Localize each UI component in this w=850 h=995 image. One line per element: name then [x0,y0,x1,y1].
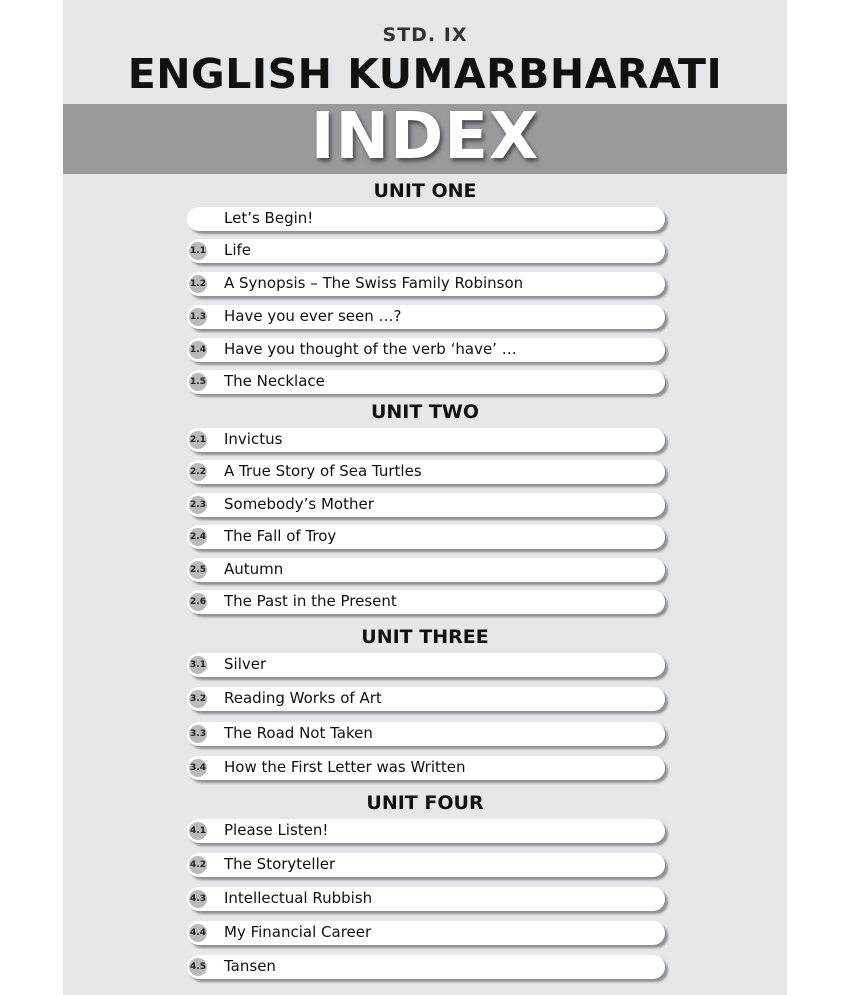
toc-item[interactable] [187,525,665,549]
standard-label: STD. IX [382,24,468,46]
toc-item[interactable] [187,305,665,329]
unit-heading: UNIT TWO [370,401,480,423]
lesson-number-badge: 2.3 [189,496,207,514]
toc-item-title: Silver [224,655,267,673]
lesson-number-badge: 4.3 [189,890,207,908]
toc-item-title: Let’s Begin! [224,209,314,227]
unit-heading: UNIT THREE [361,626,489,648]
toc-item[interactable] [187,921,665,945]
toc-item-title: The Road Not Taken [224,724,373,742]
lesson-number-badge: 4.5 [189,958,207,976]
toc-item[interactable] [187,272,665,296]
lesson-number-badge: 1.2 [189,275,207,293]
toc-item-title: A True Story of Sea Turtles [224,462,422,480]
toc-item[interactable] [187,722,665,746]
lesson-number-badge: 1.1 [189,242,207,260]
lesson-number-badge: 2.5 [189,561,207,579]
toc-item[interactable] [187,558,665,582]
lesson-number-badge: 1.5 [189,373,207,391]
toc-item[interactable] [187,460,665,484]
toc-item-title: My Financial Career [224,923,372,941]
toc-item-title: The Fall of Troy [224,527,337,545]
toc-item-title: The Storyteller [224,855,336,873]
lesson-number-badge: 1.3 [189,308,207,326]
book-title: ENGLISH KUMARBHARATI [127,50,723,98]
toc-item-title: Somebody’s Mother [224,495,374,513]
lesson-number-badge: 2.4 [189,528,207,546]
lesson-number-badge: 2.1 [189,431,207,449]
toc-item-title: Autumn [224,560,284,578]
toc-item[interactable] [187,853,665,877]
lesson-number-badge: 4.4 [189,924,207,942]
lesson-number-badge: 4.2 [189,856,207,874]
toc-item[interactable] [187,370,665,394]
toc-item-title: How the First Letter was Written [224,758,466,776]
index-heading: INDEX [310,100,540,174]
toc-item-title: A Synopsis – The Swiss Family Robinson [224,274,524,292]
toc-item[interactable] [187,819,665,843]
toc-item[interactable] [187,653,665,677]
lesson-number-badge: 3.2 [189,690,207,708]
unit-heading: UNIT ONE [373,180,477,202]
toc-item-title: Reading Works of Art [224,689,382,707]
lesson-number-badge: 2.2 [189,463,207,481]
toc-item[interactable] [187,590,665,614]
toc-item-title: Intellectual Rubbish [224,889,373,907]
toc-item[interactable] [187,239,665,263]
lesson-number-badge: 3.1 [189,656,207,674]
toc-item-title: Have you thought of the verb ‘have’ … [224,340,517,358]
toc-item[interactable] [187,687,665,711]
toc-item[interactable] [187,493,665,517]
toc-item[interactable] [187,955,665,979]
index-page [63,0,787,995]
lesson-number-badge: 3.4 [189,759,207,777]
toc-item-title: Have you ever seen …? [224,307,402,325]
toc-item-title: Tansen [224,957,276,975]
toc-item[interactable] [187,887,665,911]
toc-item[interactable] [187,338,665,362]
unit-heading: UNIT FOUR [366,792,484,814]
toc-item-title: Please Listen! [224,821,329,839]
toc-item-title: The Past in the Present [224,592,397,610]
lesson-number-badge: 4.1 [189,822,207,840]
lesson-number-badge: 3.3 [189,725,207,743]
toc-item[interactable] [187,207,665,231]
toc-item[interactable] [187,428,665,452]
toc-item-title: The Necklace [224,372,325,390]
toc-item-title: Life [224,241,252,259]
toc-item[interactable] [187,756,665,780]
lesson-number-badge: 1.4 [189,341,207,359]
toc-item-title: Invictus [224,430,283,448]
lesson-number-badge: 2.6 [189,593,207,611]
